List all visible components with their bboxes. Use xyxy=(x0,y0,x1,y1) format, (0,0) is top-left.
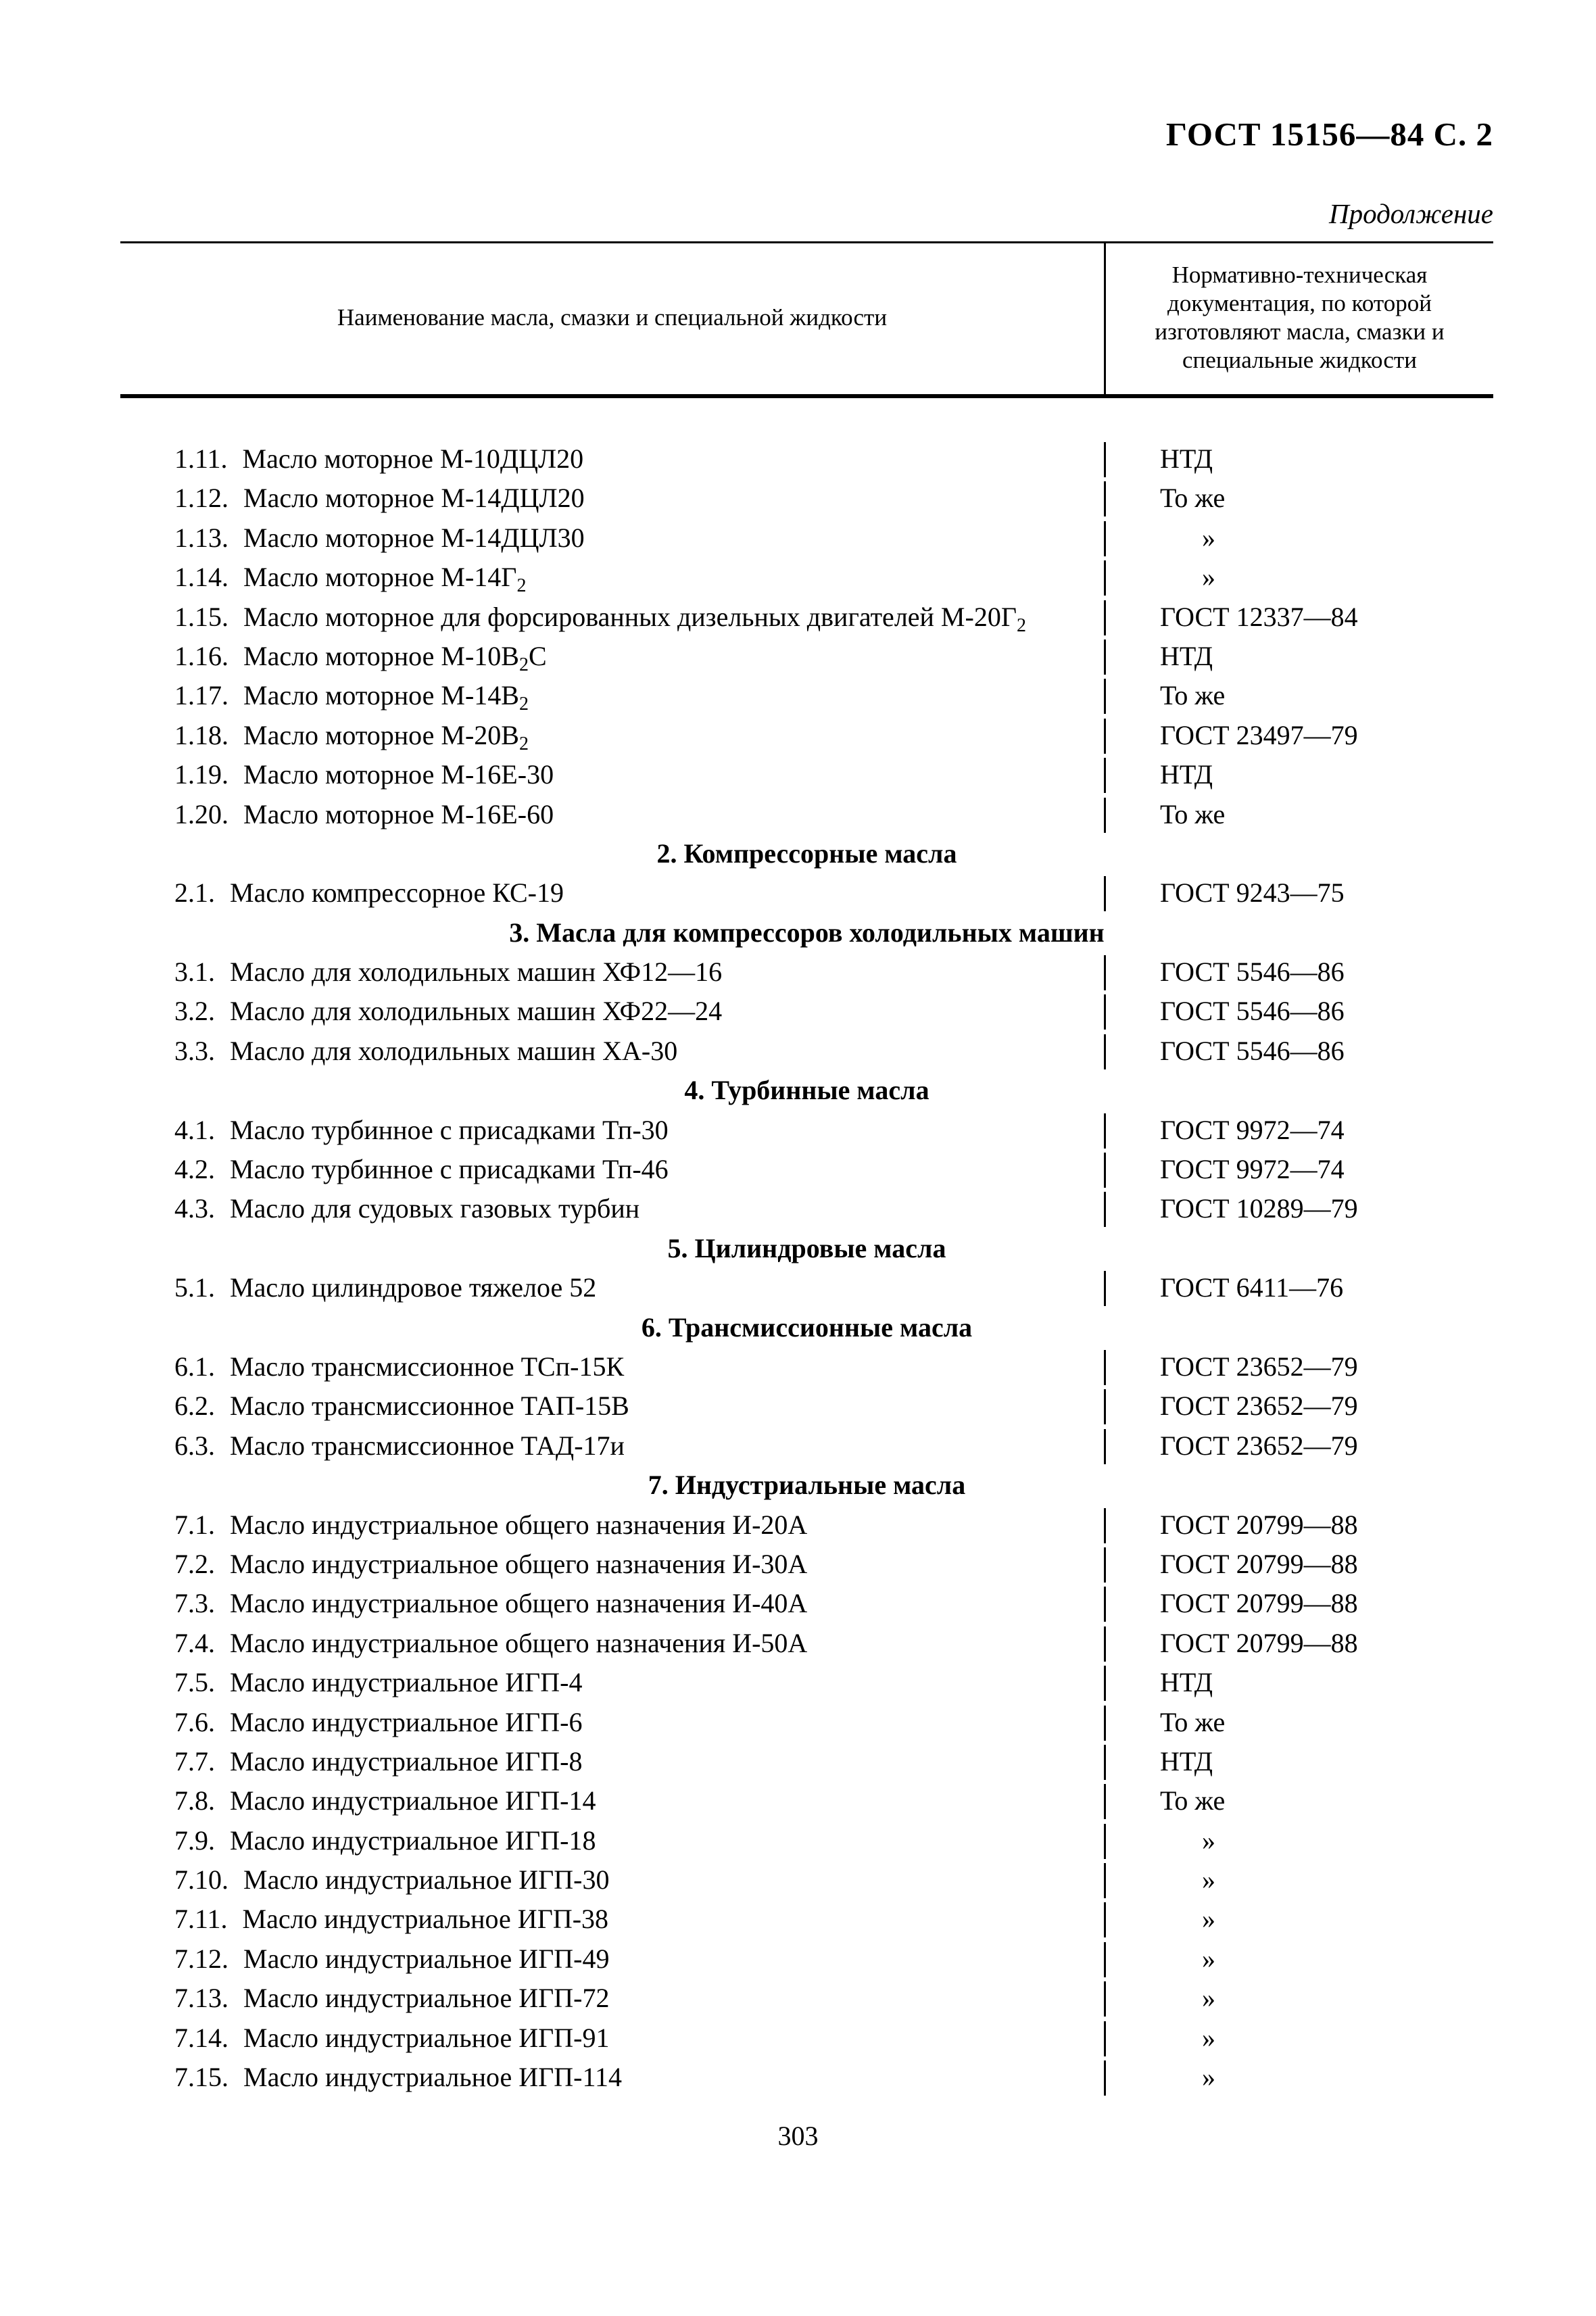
column-divider xyxy=(1104,1902,1106,1937)
section-title: 3. Масла для компрессоров холодильных машин xyxy=(509,917,1105,948)
table-row xyxy=(0,2019,1596,2058)
item-number: 1.11. xyxy=(174,443,228,474)
oil-name: Масло для холодильных машин ХА-30 xyxy=(230,1035,678,1066)
item-number: 1.20. xyxy=(174,798,228,829)
item-number: 5.1. xyxy=(174,1272,215,1303)
document-cell: » xyxy=(1202,1904,1215,1935)
oil-name: Масло индустриальное ИГП-18 xyxy=(230,1825,596,1856)
column-divider xyxy=(1104,1034,1106,1069)
item-number: 7.2. xyxy=(174,1548,215,1579)
document-cell: » xyxy=(1202,2022,1215,2053)
oil-name: Масло трансмиссионное ТАД-17и xyxy=(230,1430,625,1461)
oil-name-cell xyxy=(174,992,722,1031)
table-row xyxy=(0,755,1596,794)
item-number: 1.19. xyxy=(174,759,228,790)
document-cell: То же xyxy=(1160,798,1226,829)
subscript: 2 xyxy=(1016,614,1026,636)
column-divider xyxy=(1104,2021,1106,2056)
document-cell: » xyxy=(1202,1983,1215,2014)
column-divider xyxy=(1104,1271,1106,1306)
table-row xyxy=(0,1584,1596,1623)
document-cell: ГОСТ 20799—88 xyxy=(1160,1588,1358,1619)
item-number: 1.12. xyxy=(174,483,228,514)
column-divider xyxy=(1104,719,1106,754)
item-number: 6.2. xyxy=(174,1391,215,1422)
oil-name: Масло моторное М-10В xyxy=(243,640,519,671)
oil-name: Масло индустриальное ИГП-114 xyxy=(243,2062,623,2093)
column-divider xyxy=(1104,640,1106,675)
oil-name-cell xyxy=(174,1860,610,1900)
document-cell: ГОСТ 5546—86 xyxy=(1160,957,1345,988)
oil-name-cell xyxy=(174,637,547,676)
oil-name: Масло моторное М-20В xyxy=(243,719,519,750)
oil-name-cell xyxy=(174,1347,624,1386)
document-cell: ГОСТ 5546—86 xyxy=(1160,1035,1345,1066)
oil-name-cell xyxy=(174,1386,629,1426)
oil-name-cell xyxy=(174,1821,596,1860)
table-row xyxy=(0,1150,1596,1189)
column-divider xyxy=(1104,798,1106,833)
document-cell: » xyxy=(1202,522,1215,553)
column-header-document xyxy=(1106,241,1493,394)
oil-name-cell xyxy=(174,1150,669,1189)
table-row xyxy=(0,716,1596,755)
item-number: 7.10. xyxy=(174,1864,228,1896)
document-cell: ГОСТ 20799—88 xyxy=(1160,1509,1358,1540)
table-row xyxy=(0,1979,1596,2018)
oil-name-suffix: С xyxy=(529,640,547,671)
subscript: 2 xyxy=(519,694,529,715)
column-divider xyxy=(1104,955,1106,990)
oil-name-cell xyxy=(174,598,1026,637)
document-cell: То же xyxy=(1160,680,1226,711)
item-number: 1.14. xyxy=(174,562,228,593)
column-divider xyxy=(1104,1153,1106,1188)
oil-name-cell xyxy=(174,1268,596,1307)
document-cell: » xyxy=(1202,562,1215,593)
section-title: 5. Цилиндровые масла xyxy=(667,1232,946,1263)
table-row xyxy=(0,1860,1596,1900)
column-divider xyxy=(1104,442,1106,477)
document-cell: ГОСТ 20799—88 xyxy=(1160,1627,1358,1658)
section-heading xyxy=(0,1229,1596,1268)
oil-name: Масло индустриальное ИГП-30 xyxy=(243,1864,610,1896)
document-cell: НТД xyxy=(1160,759,1213,790)
oil-name: Масло индустриальное общего назначения И-20А xyxy=(230,1509,808,1540)
table-row xyxy=(0,1663,1596,1702)
column-divider xyxy=(1104,1981,1106,2017)
oil-name: Масло турбинное с присадками Тп-30 xyxy=(230,1114,669,1145)
table-row xyxy=(0,1821,1596,1860)
document-cell: » xyxy=(1202,1825,1215,1856)
oil-name-cell xyxy=(174,1111,669,1150)
table-row xyxy=(0,1032,1596,1071)
table-row xyxy=(0,795,1596,834)
column-divider xyxy=(1104,1350,1106,1385)
column-divider xyxy=(1104,758,1106,793)
oil-name-cell xyxy=(174,1939,610,1979)
oil-name-cell xyxy=(174,716,529,755)
column-divider xyxy=(1104,1587,1106,1622)
table-row xyxy=(0,1781,1596,1820)
table-row xyxy=(0,1268,1596,1307)
table-row xyxy=(0,873,1596,913)
item-number: 7.5. xyxy=(174,1667,215,1698)
table-row xyxy=(0,1624,1596,1663)
document-cell: ГОСТ 12337—84 xyxy=(1160,601,1358,632)
oil-name-cell xyxy=(174,1979,610,2018)
oil-name: Масло компрессорное КС-19 xyxy=(230,877,564,909)
column-divider xyxy=(1104,481,1106,516)
oil-name: Масло индустриальное ИГП-49 xyxy=(243,1943,610,1974)
column-divider xyxy=(1104,679,1106,714)
oil-name-cell xyxy=(174,1545,807,1584)
oil-name: Масло индустриальное ИГП-14 xyxy=(230,1785,596,1816)
oil-name: Масло турбинное с присадками Тп-46 xyxy=(230,1154,669,1185)
column-divider xyxy=(1104,1706,1106,1741)
table-row xyxy=(0,1900,1596,1939)
table-row xyxy=(0,952,1596,992)
oil-name-cell xyxy=(174,755,554,794)
item-number: 2.1. xyxy=(174,877,215,909)
section-title: 4. Турбинные масла xyxy=(684,1075,929,1106)
item-number: 1.13. xyxy=(174,522,228,553)
oil-name-cell xyxy=(174,1624,807,1663)
oil-name: Масло индустриальное ИГП-8 xyxy=(230,1745,583,1777)
oil-name: Масло моторное М-10ДЦЛ20 xyxy=(242,443,584,474)
document-cell: НТД xyxy=(1160,640,1213,671)
oil-name: Масло моторное М-14ДЦЛ30 xyxy=(243,522,585,553)
document-cell: ГОСТ 23652—79 xyxy=(1160,1430,1358,1461)
table-row xyxy=(0,558,1596,597)
document-cell: ГОСТ 20799—88 xyxy=(1160,1548,1358,1579)
item-number: 7.6. xyxy=(174,1706,215,1737)
column-divider xyxy=(1104,1666,1106,1701)
continuation-label: Продолжение xyxy=(1329,198,1493,229)
item-number: 7.15. xyxy=(174,2062,228,2093)
item-number: 1.17. xyxy=(174,680,228,711)
table-row xyxy=(0,1939,1596,1979)
table-row xyxy=(0,676,1596,715)
item-number: 7.8. xyxy=(174,1785,215,1816)
document-cell: ГОСТ 10289—79 xyxy=(1160,1193,1358,1224)
oil-name: Масло индустриальное ИГП-4 xyxy=(230,1667,583,1698)
oil-name: Масло моторное М-14ДЦЛ20 xyxy=(243,483,585,514)
oil-name-cell xyxy=(174,1703,583,1742)
oil-name: Масло моторное М-14Г xyxy=(243,562,517,593)
section-title: 6. Трансмиссионные масла xyxy=(641,1311,973,1343)
item-number: 7.3. xyxy=(174,1588,215,1619)
column-divider xyxy=(1104,1863,1106,1898)
column-header-name: Наименование масла, смазки и специальной жидкости xyxy=(337,304,888,331)
table-row xyxy=(0,637,1596,676)
document-cell: ГОСТ 23652—79 xyxy=(1160,1351,1358,1382)
document-cell: То же xyxy=(1160,1785,1226,1816)
item-number: 4.1. xyxy=(174,1114,215,1145)
table-row xyxy=(0,1703,1596,1742)
subscript: 2 xyxy=(519,733,529,754)
item-number: 3.3. xyxy=(174,1035,215,1066)
document-cell: НТД xyxy=(1160,1667,1213,1698)
table-row xyxy=(0,518,1596,558)
document-cell: » xyxy=(1202,1943,1215,1974)
oil-name: Масло индустриальное ИГП-38 xyxy=(242,1904,609,1935)
document-cell: » xyxy=(1202,1864,1215,1896)
column-divider xyxy=(1104,1192,1106,1227)
table-row xyxy=(0,1505,1596,1545)
table-row xyxy=(0,992,1596,1031)
table-row xyxy=(0,598,1596,637)
section-heading xyxy=(0,1466,1596,1505)
item-number: 7.4. xyxy=(174,1627,215,1658)
document-cell: То же xyxy=(1160,1706,1226,1737)
table-row xyxy=(0,1189,1596,1228)
column-divider xyxy=(1104,1942,1106,1977)
column-header-document-text: Нормативно-техническая документация, по которой изготовляют масла, смазки и специальные жидкости xyxy=(1155,262,1445,373)
oil-name-cell xyxy=(174,1189,639,1228)
item-number: 1.16. xyxy=(174,640,228,671)
oil-name-cell xyxy=(174,1032,677,1071)
column-divider xyxy=(1104,1824,1106,1859)
column-divider xyxy=(1104,1508,1106,1543)
column-divider xyxy=(1104,1429,1106,1464)
item-number: 4.2. xyxy=(174,1154,215,1185)
column-divider xyxy=(1104,2060,1106,2096)
oil-name-cell xyxy=(174,1781,596,1820)
table-row xyxy=(0,1111,1596,1150)
document-cell: ГОСТ 5546—86 xyxy=(1160,996,1345,1027)
column-divider xyxy=(1104,600,1106,635)
oil-name-cell xyxy=(174,518,585,558)
table-header-double-rule xyxy=(120,394,1493,398)
oil-name-cell xyxy=(174,439,583,479)
oil-name-cell xyxy=(174,1426,625,1466)
item-number: 3.1. xyxy=(174,957,215,988)
document-cell: ГОСТ 6411—76 xyxy=(1160,1272,1344,1303)
document-cell: ГОСТ 23652—79 xyxy=(1160,1391,1358,1422)
item-number: 6.3. xyxy=(174,1430,215,1461)
oil-name-cell xyxy=(174,1584,807,1623)
oil-name: Масло трансмиссионное ТАП-15В xyxy=(230,1391,629,1422)
oil-name: Масло для судовых газовых турбин xyxy=(230,1193,640,1224)
document-title: ГОСТ 15156—84 С. 2 xyxy=(1165,116,1493,153)
oil-name-cell xyxy=(174,676,529,715)
oil-name: Масло индустриальное ИГП-91 xyxy=(243,2022,610,2053)
section-title: 2. Компрессорные масла xyxy=(656,838,957,869)
table-row xyxy=(0,479,1596,518)
item-number: 7.9. xyxy=(174,1825,215,1856)
subscript: 2 xyxy=(516,575,527,597)
oil-name: Масло моторное М-16Е-60 xyxy=(243,798,554,829)
document-cell: ГОСТ 23497—79 xyxy=(1160,719,1358,750)
column-divider xyxy=(1104,994,1106,1030)
column-divider xyxy=(1104,1113,1106,1149)
section-heading xyxy=(0,913,1596,952)
item-number: 1.15. xyxy=(174,601,228,632)
table-row xyxy=(0,1347,1596,1386)
column-divider xyxy=(1104,1626,1106,1662)
table-row xyxy=(0,439,1596,479)
document-cell: ГОСТ 9972—74 xyxy=(1160,1154,1345,1185)
item-number: 7.12. xyxy=(174,1943,228,1974)
column-divider xyxy=(1104,1745,1106,1780)
item-number: 7.13. xyxy=(174,1983,228,2014)
document-cell: НТД xyxy=(1160,443,1213,474)
section-heading xyxy=(0,1071,1596,1110)
document-cell: То же xyxy=(1160,483,1226,514)
page-number: 303 xyxy=(777,2121,819,2151)
subscript: 2 xyxy=(519,654,529,675)
item-number: 7.1. xyxy=(174,1509,215,1540)
oil-name: Масло трансмиссионное ТСп-15К xyxy=(230,1351,625,1382)
oil-name-cell xyxy=(174,1663,583,1702)
oil-name: Масло для холодильных машин ХФ22—24 xyxy=(230,996,723,1027)
oil-name-cell xyxy=(174,873,564,913)
table-row xyxy=(0,1742,1596,1781)
oil-name: Масло моторное М-16Е-30 xyxy=(243,759,554,790)
section-title: 7. Индустриальные масла xyxy=(648,1470,966,1501)
item-number: 4.3. xyxy=(174,1193,215,1224)
table-body xyxy=(0,439,1596,2097)
oil-name: Масло моторное М-14В xyxy=(243,680,519,711)
item-number: 7.11. xyxy=(174,1904,228,1935)
oil-name-cell xyxy=(174,1505,807,1545)
item-number: 3.2. xyxy=(174,996,215,1027)
oil-name: Масло индустриальное общего назначения И-40А xyxy=(230,1588,808,1619)
oil-name-cell xyxy=(174,1742,583,1781)
oil-name-cell xyxy=(174,558,526,597)
section-heading xyxy=(0,1308,1596,1347)
column-divider xyxy=(1104,1547,1106,1583)
oil-name-cell xyxy=(174,795,554,834)
oil-name-cell xyxy=(174,952,722,992)
table-row xyxy=(0,1545,1596,1584)
oil-name: Масло цилиндровое тяжелое 52 xyxy=(230,1272,597,1303)
oil-name-cell xyxy=(174,2019,610,2058)
oil-name-cell xyxy=(174,1900,608,1939)
oil-name: Масло индустриальное общего назначения И-50А xyxy=(230,1627,808,1658)
column-divider xyxy=(1104,560,1106,596)
column-divider xyxy=(1104,1784,1106,1819)
document-cell: ГОСТ 9972—74 xyxy=(1160,1114,1345,1145)
oil-name: Масло моторное для форсированных дизельных двигателей М-20Г xyxy=(243,601,1017,632)
section-heading xyxy=(0,834,1596,873)
document-cell: НТД xyxy=(1160,1745,1213,1777)
oil-name: Масло индустриальное общего назначения И-30А xyxy=(230,1548,808,1579)
table-row xyxy=(0,2058,1596,2097)
item-number: 6.1. xyxy=(174,1351,215,1382)
oil-name: Масло индустриальное ИГП-72 xyxy=(243,1983,610,2014)
oil-name-cell xyxy=(174,2058,622,2097)
item-number: 7.7. xyxy=(174,1745,215,1777)
column-divider xyxy=(1104,876,1106,911)
column-divider xyxy=(1104,1389,1106,1424)
oil-name-cell xyxy=(174,479,585,518)
table-row xyxy=(0,1386,1596,1426)
item-number: 1.18. xyxy=(174,719,228,750)
oil-name: Масло индустриальное ИГП-6 xyxy=(230,1706,583,1737)
document-cell: ГОСТ 9243—75 xyxy=(1160,877,1345,909)
table-row xyxy=(0,1426,1596,1466)
oil-name: Масло для холодильных машин ХФ12—16 xyxy=(230,957,723,988)
item-number: 7.14. xyxy=(174,2022,228,2053)
column-divider xyxy=(1104,521,1106,556)
document-cell: » xyxy=(1202,2062,1215,2093)
